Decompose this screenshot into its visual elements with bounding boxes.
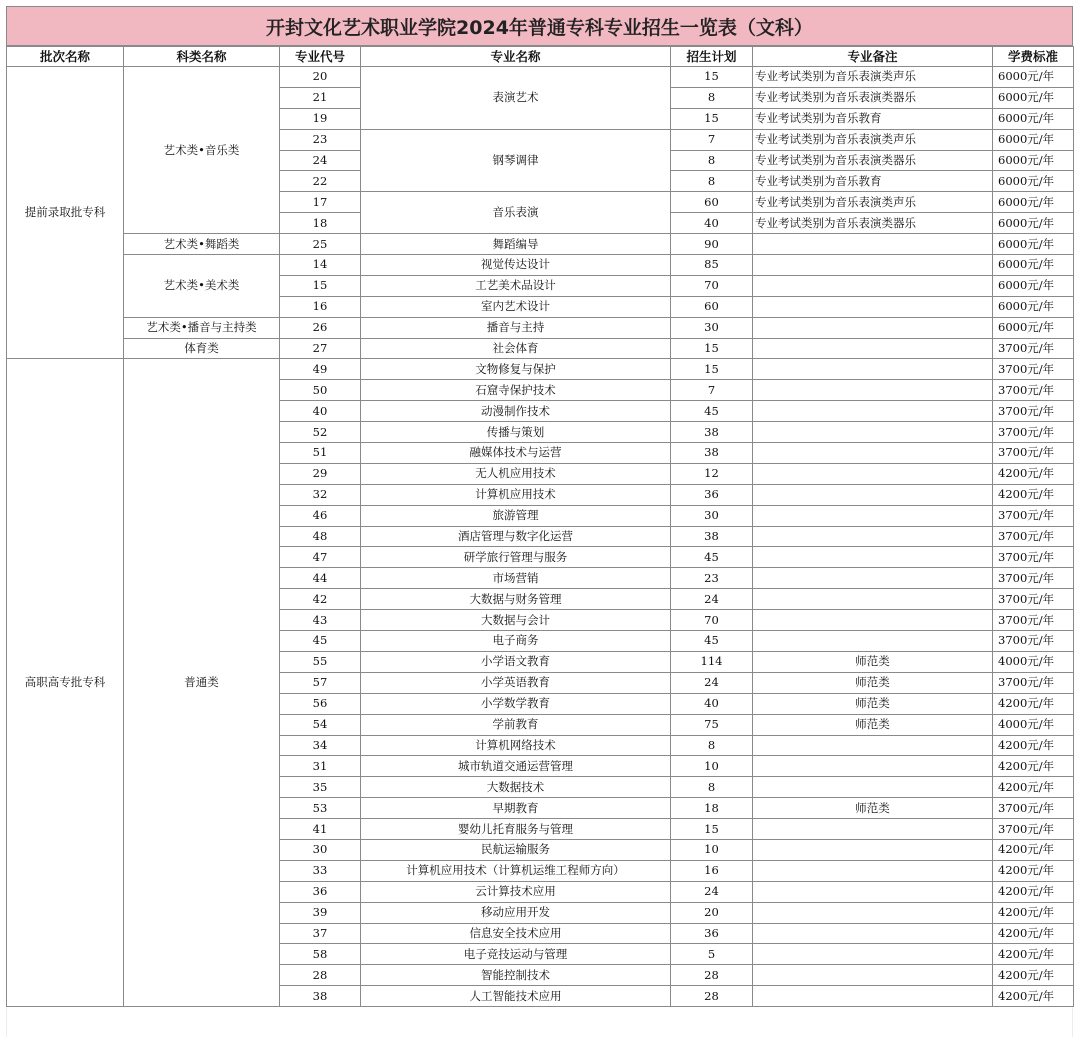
plan-cell: 18 xyxy=(671,798,753,819)
plan-cell: 30 xyxy=(671,317,753,338)
major-cell: 城市轨道交通运营管理 xyxy=(361,756,671,777)
fee-cell: 4000元/年 xyxy=(993,651,1074,672)
header-row xyxy=(7,47,1074,67)
fee-cell: 3700元/年 xyxy=(993,359,1074,380)
plan-cell: 38 xyxy=(671,526,753,547)
code-cell: 28 xyxy=(280,965,361,986)
code-cell: 53 xyxy=(280,798,361,819)
note-cell xyxy=(753,526,993,547)
code-cell: 38 xyxy=(280,986,361,1007)
code-cell: 43 xyxy=(280,610,361,631)
note-cell xyxy=(753,756,993,777)
fee-cell: 3700元/年 xyxy=(993,589,1074,610)
note-cell: 师范类 xyxy=(753,672,993,693)
table-row xyxy=(7,255,1074,276)
major-cell: 市场营销 xyxy=(361,568,671,589)
note-cell: 专业考试类别为音乐表演类器乐 xyxy=(753,213,993,234)
fee-cell: 3700元/年 xyxy=(993,526,1074,547)
code-cell: 56 xyxy=(280,693,361,714)
major-cell: 旅游管理 xyxy=(361,505,671,526)
note-cell xyxy=(753,359,993,380)
major-cell: 电子商务 xyxy=(361,631,671,652)
note-cell xyxy=(753,944,993,965)
code-cell: 18 xyxy=(280,213,361,234)
fee-cell: 3700元/年 xyxy=(993,568,1074,589)
code-cell: 39 xyxy=(280,902,361,923)
note-cell: 专业考试类别为音乐表演类声乐 xyxy=(753,192,993,213)
code-cell: 49 xyxy=(280,359,361,380)
plan-cell: 45 xyxy=(671,401,753,422)
fee-cell: 3700元/年 xyxy=(993,422,1074,443)
fee-cell: 4200元/年 xyxy=(993,484,1074,505)
code-cell: 16 xyxy=(280,296,361,317)
code-cell: 23 xyxy=(280,129,361,150)
plan-cell: 8 xyxy=(671,171,753,192)
category-cell: 艺术类•音乐类 xyxy=(124,67,280,234)
header-batch: 批次名称 xyxy=(7,47,124,67)
plan-cell: 60 xyxy=(671,296,753,317)
major-cell: 智能控制技术 xyxy=(361,965,671,986)
note-cell: 专业考试类别为音乐表演类器乐 xyxy=(753,87,993,108)
plan-cell: 5 xyxy=(671,944,753,965)
major-cell: 酒店管理与数字化运营 xyxy=(361,526,671,547)
category-cell: 艺术类•舞蹈类 xyxy=(124,234,280,255)
plan-cell: 40 xyxy=(671,213,753,234)
fee-cell: 4200元/年 xyxy=(993,944,1074,965)
major-cell: 表演艺术 xyxy=(361,67,671,130)
plan-cell: 8 xyxy=(671,87,753,108)
note-cell: 师范类 xyxy=(753,651,993,672)
plan-cell: 45 xyxy=(671,547,753,568)
header-note: 专业备注 xyxy=(753,47,993,67)
code-cell: 21 xyxy=(280,87,361,108)
fee-cell: 3700元/年 xyxy=(993,380,1074,401)
plan-cell: 12 xyxy=(671,463,753,484)
note-cell: 专业考试类别为音乐表演类器乐 xyxy=(753,150,993,171)
code-cell: 37 xyxy=(280,923,361,944)
fee-cell: 4200元/年 xyxy=(993,986,1074,1007)
code-cell: 29 xyxy=(280,463,361,484)
plan-cell: 30 xyxy=(671,505,753,526)
category-cell: 艺术类•美术类 xyxy=(124,255,280,318)
plan-cell: 15 xyxy=(671,338,753,359)
major-cell: 早期教育 xyxy=(361,798,671,819)
blank-area xyxy=(6,1007,1073,1037)
fee-cell: 3700元/年 xyxy=(993,631,1074,652)
code-cell: 46 xyxy=(280,505,361,526)
code-cell: 26 xyxy=(280,317,361,338)
major-cell: 播音与主持 xyxy=(361,317,671,338)
major-cell: 电子竞技运动与管理 xyxy=(361,944,671,965)
note-cell xyxy=(753,463,993,484)
code-cell: 24 xyxy=(280,150,361,171)
code-cell: 33 xyxy=(280,860,361,881)
fee-cell: 6000元/年 xyxy=(993,108,1074,129)
fee-cell: 3700元/年 xyxy=(993,819,1074,840)
plan-cell: 10 xyxy=(671,756,753,777)
note-cell xyxy=(753,338,993,359)
plan-cell: 15 xyxy=(671,67,753,88)
plan-cell: 8 xyxy=(671,777,753,798)
note-cell xyxy=(753,255,993,276)
fee-cell: 3700元/年 xyxy=(993,338,1074,359)
major-cell: 婴幼儿托育服务与管理 xyxy=(361,819,671,840)
note-cell xyxy=(753,881,993,902)
plan-cell: 36 xyxy=(671,923,753,944)
header-major: 专业名称 xyxy=(361,47,671,67)
note-cell xyxy=(753,505,993,526)
code-cell: 15 xyxy=(280,275,361,296)
fee-cell: 6000元/年 xyxy=(993,67,1074,88)
major-cell: 小学数学教育 xyxy=(361,693,671,714)
plan-cell: 23 xyxy=(671,568,753,589)
plan-cell: 36 xyxy=(671,484,753,505)
note-cell xyxy=(753,296,993,317)
major-cell: 民航运输服务 xyxy=(361,839,671,860)
code-cell: 55 xyxy=(280,651,361,672)
table-row xyxy=(7,359,1074,380)
major-cell: 工艺美术品设计 xyxy=(361,275,671,296)
note-cell xyxy=(753,589,993,610)
plan-cell: 38 xyxy=(671,443,753,464)
note-cell: 专业考试类别为音乐表演类声乐 xyxy=(753,67,993,88)
fee-cell: 6000元/年 xyxy=(993,275,1074,296)
plan-cell: 70 xyxy=(671,275,753,296)
code-cell: 27 xyxy=(280,338,361,359)
fee-cell: 6000元/年 xyxy=(993,171,1074,192)
fee-cell: 3700元/年 xyxy=(993,610,1074,631)
fee-cell: 6000元/年 xyxy=(993,129,1074,150)
major-cell: 信息安全技术应用 xyxy=(361,923,671,944)
fee-cell: 3700元/年 xyxy=(993,547,1074,568)
code-cell: 34 xyxy=(280,735,361,756)
header-category: 科类名称 xyxy=(124,47,280,67)
code-cell: 45 xyxy=(280,631,361,652)
plan-cell: 28 xyxy=(671,965,753,986)
fee-cell: 4000元/年 xyxy=(993,714,1074,735)
fee-cell: 4200元/年 xyxy=(993,463,1074,484)
note-cell: 师范类 xyxy=(753,798,993,819)
major-cell: 石窟寺保护技术 xyxy=(361,380,671,401)
major-cell: 小学英语教育 xyxy=(361,672,671,693)
major-cell: 学前教育 xyxy=(361,714,671,735)
note-cell: 专业考试类别为音乐教育 xyxy=(753,171,993,192)
plan-cell: 24 xyxy=(671,589,753,610)
plan-cell: 20 xyxy=(671,902,753,923)
note-cell: 专业考试类别为音乐表演类声乐 xyxy=(753,129,993,150)
admissions-sheet xyxy=(6,6,1073,1037)
code-cell: 41 xyxy=(280,819,361,840)
note-cell xyxy=(753,443,993,464)
fee-cell: 6000元/年 xyxy=(993,234,1074,255)
code-cell: 47 xyxy=(280,547,361,568)
major-cell: 大数据与财务管理 xyxy=(361,589,671,610)
code-cell: 50 xyxy=(280,380,361,401)
plan-cell: 24 xyxy=(671,672,753,693)
plan-cell: 75 xyxy=(671,714,753,735)
table-row xyxy=(7,317,1074,338)
code-cell: 22 xyxy=(280,171,361,192)
code-cell: 48 xyxy=(280,526,361,547)
category-cell: 艺术类•播音与主持类 xyxy=(124,317,280,338)
fee-cell: 4200元/年 xyxy=(993,756,1074,777)
fee-cell: 3700元/年 xyxy=(993,672,1074,693)
code-cell: 32 xyxy=(280,484,361,505)
fee-cell: 3700元/年 xyxy=(993,505,1074,526)
fee-cell: 4200元/年 xyxy=(993,693,1074,714)
table-row xyxy=(7,338,1074,359)
plan-cell: 40 xyxy=(671,693,753,714)
code-cell: 19 xyxy=(280,108,361,129)
plan-cell: 60 xyxy=(671,192,753,213)
note-cell xyxy=(753,860,993,881)
code-cell: 36 xyxy=(280,881,361,902)
major-cell: 无人机应用技术 xyxy=(361,463,671,484)
major-cell: 文物修复与保护 xyxy=(361,359,671,380)
note-cell: 师范类 xyxy=(753,693,993,714)
code-cell: 52 xyxy=(280,422,361,443)
note-cell xyxy=(753,819,993,840)
table-row xyxy=(7,67,1074,88)
code-cell: 35 xyxy=(280,777,361,798)
fee-cell: 4200元/年 xyxy=(993,902,1074,923)
plan-cell: 90 xyxy=(671,234,753,255)
note-cell xyxy=(753,401,993,422)
fee-cell: 6000元/年 xyxy=(993,87,1074,108)
admissions-table xyxy=(6,46,1074,1007)
note-cell xyxy=(753,839,993,860)
note-cell xyxy=(753,547,993,568)
fee-cell: 3700元/年 xyxy=(993,443,1074,464)
plan-cell: 10 xyxy=(671,839,753,860)
major-cell: 人工智能技术应用 xyxy=(361,986,671,1007)
code-cell: 58 xyxy=(280,944,361,965)
fee-cell: 6000元/年 xyxy=(993,255,1074,276)
code-cell: 30 xyxy=(280,839,361,860)
note-cell xyxy=(753,568,993,589)
category-cell: 体育类 xyxy=(124,338,280,359)
major-cell: 视觉传达设计 xyxy=(361,255,671,276)
plan-cell: 8 xyxy=(671,150,753,171)
code-cell: 54 xyxy=(280,714,361,735)
code-cell: 42 xyxy=(280,589,361,610)
plan-cell: 38 xyxy=(671,422,753,443)
table-row xyxy=(7,234,1074,255)
fee-cell: 3700元/年 xyxy=(993,401,1074,422)
batch-cell: 高职高专批专科 xyxy=(7,359,124,1007)
note-cell xyxy=(753,735,993,756)
major-cell: 室内艺术设计 xyxy=(361,296,671,317)
fee-cell: 4200元/年 xyxy=(993,881,1074,902)
plan-cell: 114 xyxy=(671,651,753,672)
fee-cell: 6000元/年 xyxy=(993,296,1074,317)
major-cell: 计算机应用技术（计算机运维工程师方向） xyxy=(361,860,671,881)
code-cell: 40 xyxy=(280,401,361,422)
code-cell: 57 xyxy=(280,672,361,693)
plan-cell: 7 xyxy=(671,380,753,401)
major-cell: 动漫制作技术 xyxy=(361,401,671,422)
code-cell: 44 xyxy=(280,568,361,589)
header-fee: 学费标准 xyxy=(993,47,1074,67)
note-cell xyxy=(753,610,993,631)
note-cell xyxy=(753,777,993,798)
plan-cell: 45 xyxy=(671,631,753,652)
fee-cell: 6000元/年 xyxy=(993,317,1074,338)
note-cell xyxy=(753,902,993,923)
note-cell xyxy=(753,275,993,296)
major-cell: 音乐表演 xyxy=(361,192,671,234)
fee-cell: 4200元/年 xyxy=(993,777,1074,798)
code-cell: 31 xyxy=(280,756,361,777)
major-cell: 计算机网络技术 xyxy=(361,735,671,756)
page-title: 开封文化艺术职业学院2024年普通专科专业招生一览表（文科） xyxy=(6,6,1073,46)
header-plan: 招生计划 xyxy=(671,47,753,67)
table-body xyxy=(7,67,1074,1007)
major-cell: 大数据技术 xyxy=(361,777,671,798)
plan-cell: 15 xyxy=(671,108,753,129)
plan-cell: 85 xyxy=(671,255,753,276)
fee-cell: 4200元/年 xyxy=(993,923,1074,944)
note-cell xyxy=(753,631,993,652)
note-cell xyxy=(753,986,993,1007)
major-cell: 传播与策划 xyxy=(361,422,671,443)
major-cell: 钢琴调律 xyxy=(361,129,671,192)
major-cell: 大数据与会计 xyxy=(361,610,671,631)
fee-cell: 4200元/年 xyxy=(993,860,1074,881)
major-cell: 舞蹈编导 xyxy=(361,234,671,255)
fee-cell: 4200元/年 xyxy=(993,735,1074,756)
major-cell: 研学旅行管理与服务 xyxy=(361,547,671,568)
note-cell xyxy=(753,317,993,338)
fee-cell: 6000元/年 xyxy=(993,150,1074,171)
plan-cell: 70 xyxy=(671,610,753,631)
fee-cell: 6000元/年 xyxy=(993,213,1074,234)
plan-cell: 24 xyxy=(671,881,753,902)
category-cell: 普通类 xyxy=(124,359,280,1007)
major-cell: 小学语文教育 xyxy=(361,651,671,672)
code-cell: 14 xyxy=(280,255,361,276)
major-cell: 移动应用开发 xyxy=(361,902,671,923)
fee-cell: 3700元/年 xyxy=(993,798,1074,819)
note-cell: 师范类 xyxy=(753,714,993,735)
plan-cell: 8 xyxy=(671,735,753,756)
header-code: 专业代号 xyxy=(280,47,361,67)
plan-cell: 16 xyxy=(671,860,753,881)
plan-cell: 7 xyxy=(671,129,753,150)
plan-cell: 15 xyxy=(671,819,753,840)
code-cell: 17 xyxy=(280,192,361,213)
major-cell: 计算机应用技术 xyxy=(361,484,671,505)
note-cell xyxy=(753,422,993,443)
fee-cell: 4200元/年 xyxy=(993,965,1074,986)
note-cell: 专业考试类别为音乐教育 xyxy=(753,108,993,129)
code-cell: 25 xyxy=(280,234,361,255)
code-cell: 51 xyxy=(280,443,361,464)
plan-cell: 15 xyxy=(671,359,753,380)
note-cell xyxy=(753,484,993,505)
fee-cell: 6000元/年 xyxy=(993,192,1074,213)
major-cell: 社会体育 xyxy=(361,338,671,359)
note-cell xyxy=(753,965,993,986)
batch-cell: 提前录取批专科 xyxy=(7,67,124,359)
code-cell: 20 xyxy=(280,67,361,88)
note-cell xyxy=(753,234,993,255)
fee-cell: 4200元/年 xyxy=(993,839,1074,860)
major-cell: 融媒体技术与运营 xyxy=(361,443,671,464)
major-cell: 云计算技术应用 xyxy=(361,881,671,902)
note-cell xyxy=(753,380,993,401)
plan-cell: 28 xyxy=(671,986,753,1007)
note-cell xyxy=(753,923,993,944)
